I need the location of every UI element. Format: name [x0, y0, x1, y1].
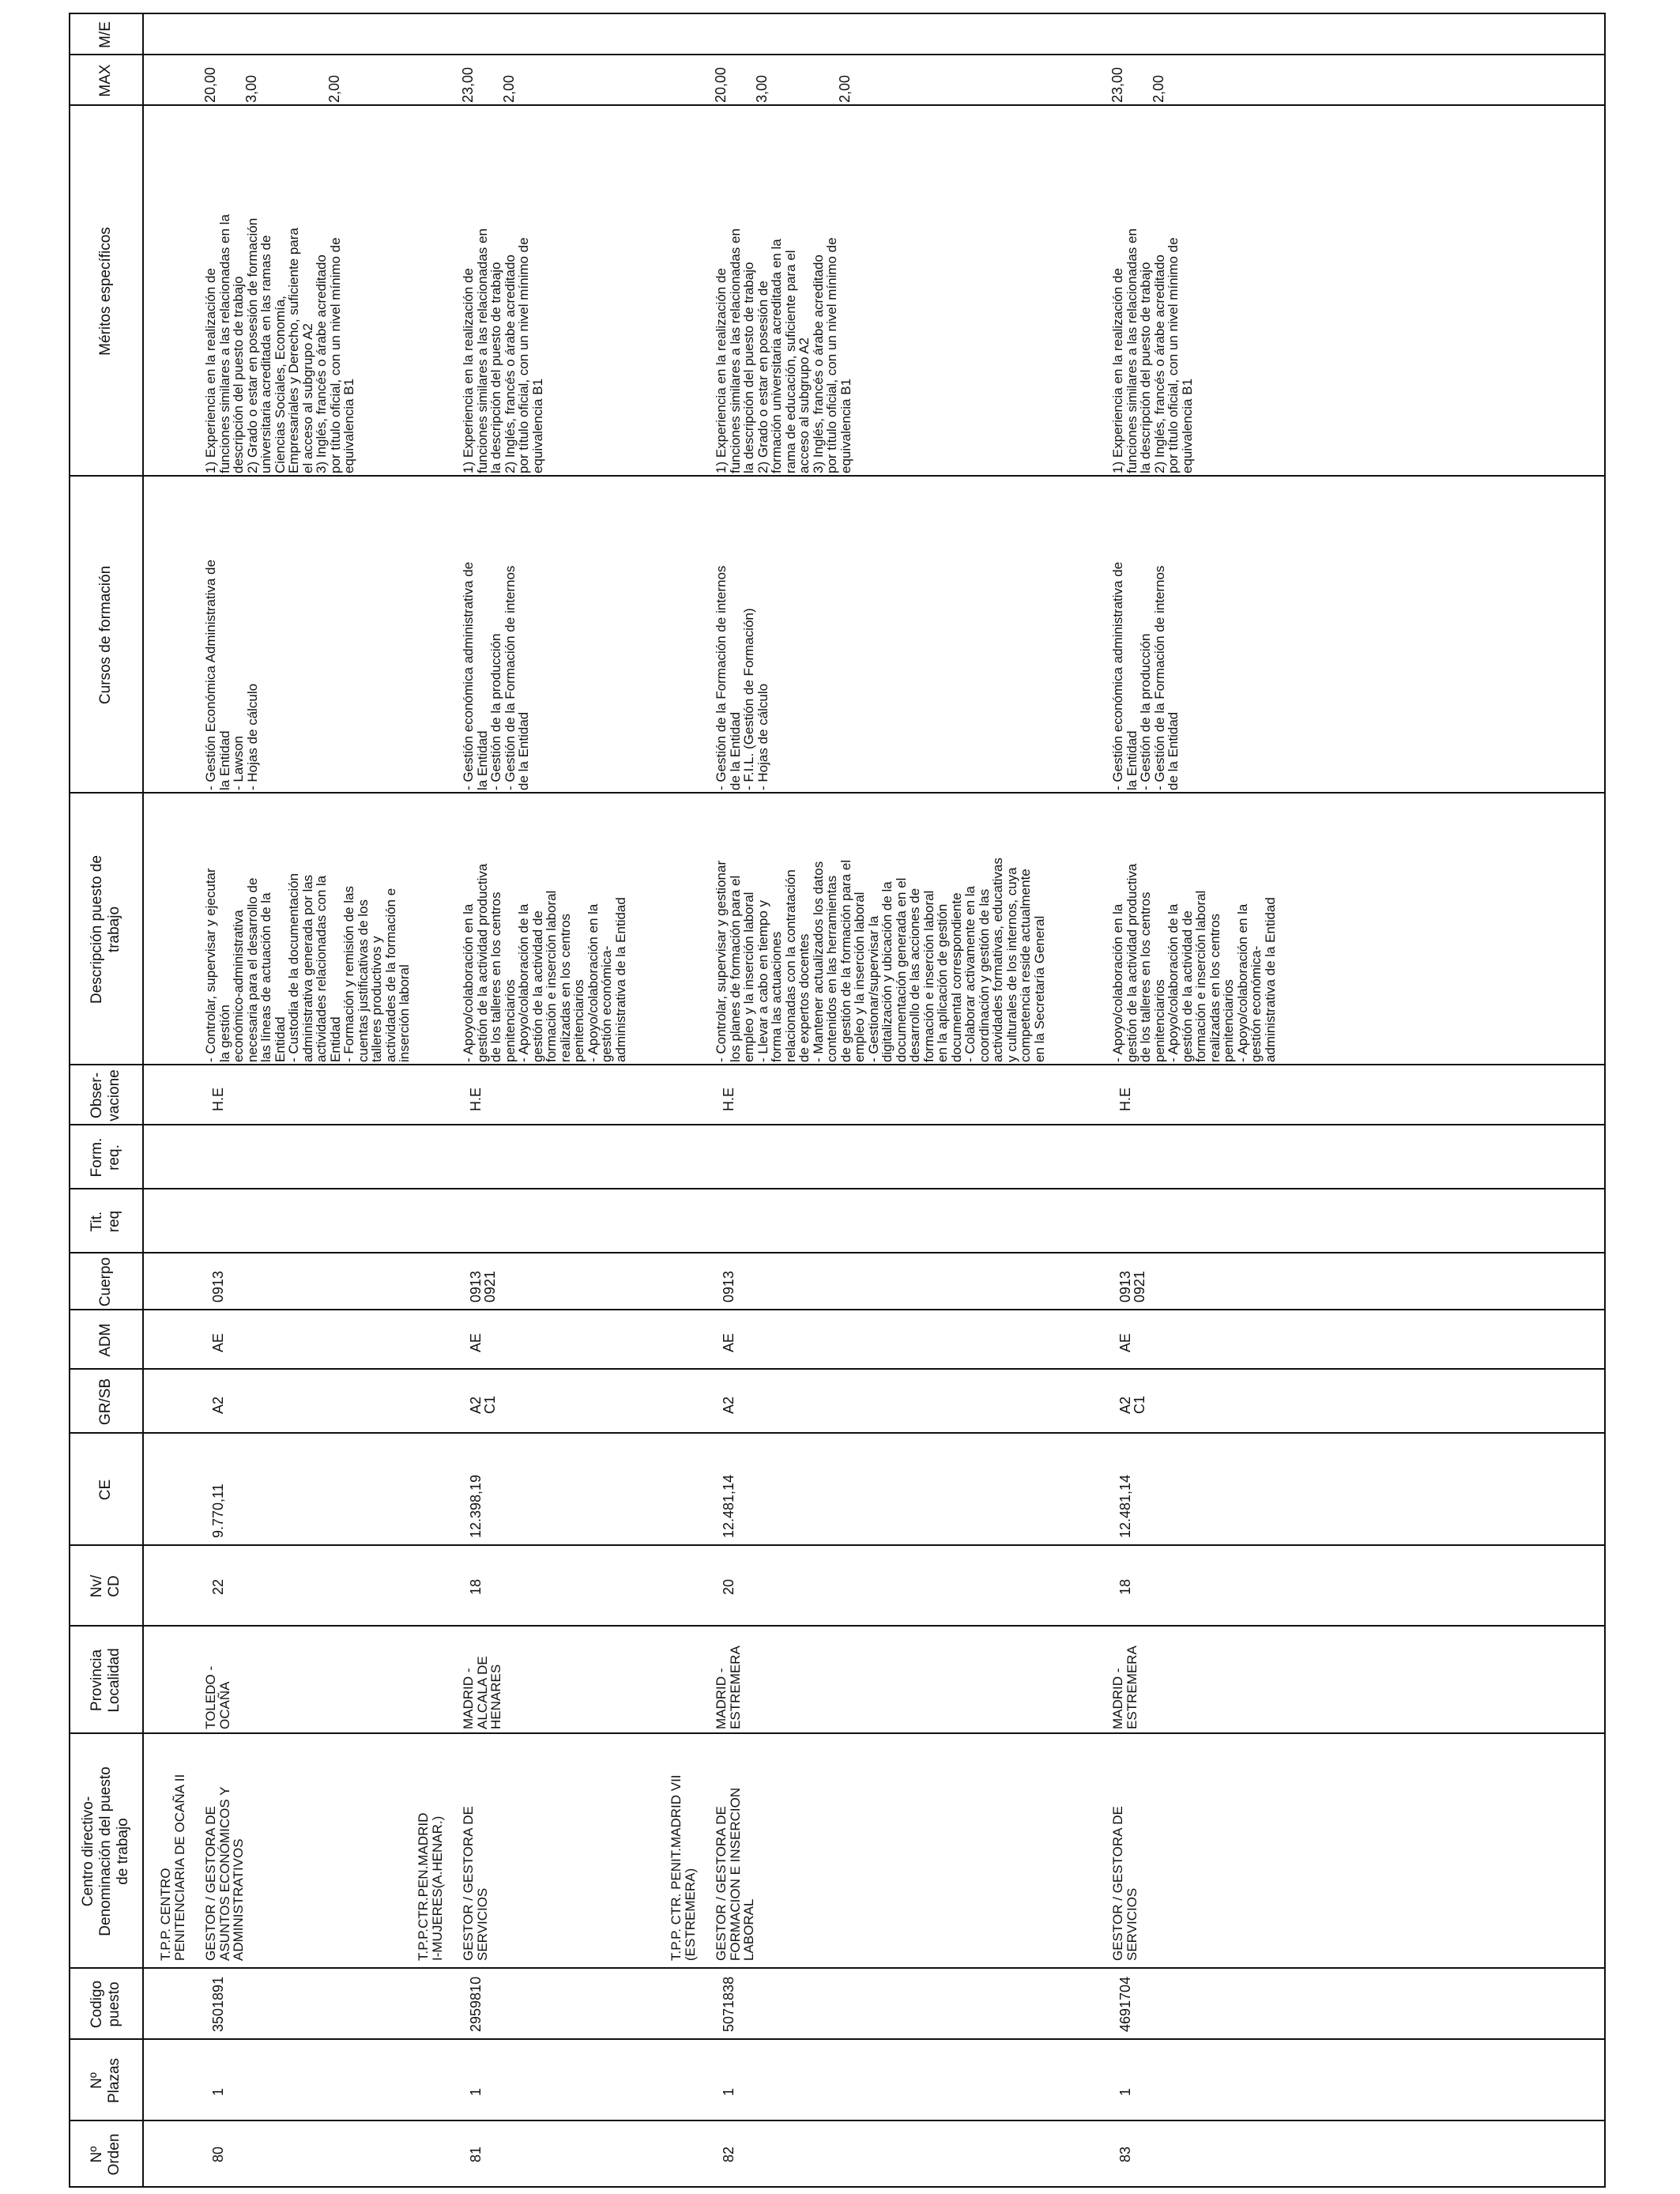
- row-81-descripcion: - Apoyo/colaboración en la gestión de la actividad productiva de los talleres en los centros penitenciarios - Apoyo/colaboración de la gestión de la actividad de formación e inserción laboral realizadas en los centros penitenciarios - Apoyo/colaboración en la gestión económica- administrativa de la Entidad: [461, 863, 628, 1062]
- row-83-cursos: - Gestión económica administrativa de la Entidad - Gestión de la producción - Gestión de la Formación de internos de la Entidad: [1110, 561, 1181, 790]
- row-82-meritos: 1) Experiencia en la realización de funciones similares a las relacionadas en la descripción del puesto de trabajo 2) Grado o estar en posesión de formación universitaria acreditada en la rama de educación, suficiente para el acceso al subgrupo A2 3) Inglés, francés o árabe acreditado por título oficial, con un nivel mínimo de equivalencia B1: [714, 228, 853, 473]
- header-ce: CE: [96, 1479, 114, 1501]
- column-divider: [69, 104, 1606, 106]
- row-80-max-1: 3,00: [243, 74, 259, 103]
- header-descripcion: Descripción puesto de trabajo: [88, 855, 122, 1004]
- header-provincia: Provincia Localidad: [88, 1648, 122, 1713]
- row-82-obs: H.E: [721, 1087, 736, 1111]
- row-82-max-2: 2,00: [837, 74, 853, 103]
- header-adm: ADM: [96, 1323, 114, 1357]
- column-divider: [69, 1064, 1606, 1065]
- row-83-obs: H.E: [1117, 1087, 1133, 1111]
- row-81-cuerpo: 0913 0921: [468, 1270, 498, 1302]
- row-83-descripcion: - Apoyo/colaboración en la gestión de la actividad productiva de los talleres en los centros penitenciarios - Apoyo/colaboración de la gestión de la actividad de formación e inserción laboral realizadas en los centros penitenciarios - Apoyo/colaboración en la gestión económica- administrativa de la Entidad: [1110, 863, 1278, 1062]
- header-orden: Nº Orden: [88, 2133, 122, 2176]
- header-max: MAX: [96, 64, 114, 97]
- row-83-adm: AE: [1117, 1333, 1133, 1352]
- column-divider: [69, 1309, 1606, 1310]
- row-83-ce: 12.481,14: [1117, 1474, 1133, 1538]
- row-81-adm: AE: [468, 1333, 484, 1352]
- row-80-provincia: TOLEDO - OCAÑA: [203, 1666, 232, 1729]
- row-82-orden: 82: [721, 2146, 736, 2162]
- row-82-ce: 12.481,14: [721, 1474, 736, 1538]
- row-81-plazas: 1: [468, 2087, 484, 2096]
- header-codigo: Codigo puesto: [88, 1980, 122, 2029]
- row-81-centro-header: T.P.P.CTR.PEN.MADRID I-MUJERES(A.HENAR.): [416, 1812, 445, 1961]
- row-81-provincia: MADRID - ALCALA DE HENARES: [461, 1656, 503, 1729]
- header-cursos: Cursos de formación: [96, 565, 114, 705]
- column-divider: [69, 2120, 1606, 2121]
- row-83-grupo: A2 C1: [1117, 1395, 1147, 1414]
- row-83-puesto: GESTOR / GESTORA DE SERVICIOS: [1110, 1806, 1139, 1961]
- row-81-grupo: A2 C1: [468, 1395, 498, 1414]
- header-grupo: GR/SB: [96, 1378, 114, 1426]
- header-plazas: Nº Plazas: [88, 2057, 122, 2104]
- row-83-orden: 83: [1117, 2146, 1133, 2162]
- row-83-meritos: 1) Experiencia en la realización de funciones similares a las relacionadas en la descripción del puesto de trabajo 2) Inglés, francés o árabe acreditado por título oficial, con un nivel mínimo de equivalencia B1: [1110, 228, 1195, 473]
- column-divider: [69, 1732, 1606, 1734]
- row-83-plazas: 1: [1117, 2087, 1133, 2096]
- row-82-cuerpo: 0913: [721, 1270, 736, 1302]
- header-form: Form. req.: [88, 1137, 122, 1178]
- row-82-grupo: A2: [721, 1396, 736, 1414]
- column-divider: [69, 1124, 1606, 1125]
- row-82-max-1: 3,00: [754, 74, 770, 103]
- row-80-codigo: 3501891: [210, 1976, 226, 2032]
- row-81-codigo: 2959810: [468, 1976, 484, 2032]
- header-centro: Centro directivo- Denominación del puesto de trabajo: [79, 1766, 131, 1936]
- row-82-adm: AE: [721, 1333, 736, 1352]
- row-83-provincia: MADRID - ESTREMERA: [1110, 1646, 1139, 1729]
- row-82-puesto: GESTOR / GESTORA DE FORMACION E INSERCION LABORAL: [714, 1787, 756, 1961]
- row-83-cuerpo: 0913 0921: [1117, 1270, 1147, 1302]
- row-80-obs: H.E: [210, 1087, 226, 1111]
- row-82-plazas: 1: [721, 2087, 736, 2096]
- row-82-max-0: 20,00: [713, 66, 729, 103]
- row-81-nivel: 18: [468, 1578, 484, 1595]
- row-80-adm: AE: [210, 1333, 226, 1352]
- column-divider: [69, 1544, 1606, 1546]
- column-divider: [69, 1625, 1606, 1627]
- header-cuerpo: Cuerpo: [96, 1257, 114, 1307]
- row-80-max-2: 2,00: [326, 74, 342, 103]
- column-divider: [69, 1188, 1606, 1189]
- header-tit: Tit. req: [88, 1210, 122, 1233]
- header-divider: [142, 14, 144, 2188]
- row-80-meritos: 1) Experiencia en la realización de funciones similares a las relacionadas en la descripción del puesto de trabajo 2) Grado o estar en posesión de formación universitaria acreditada en las ramas de Ciencias Sociales, Economía, Empresariales y Derecho, suficiente para el acceso al subgrupo A2 3) Inglés, francés o árabe acreditado por título oficial, con un nivel mínimo de equivalencia B1: [203, 214, 356, 473]
- row-81-orden: 81: [468, 2146, 484, 2162]
- row-81-meritos: 1) Experiencia en la realización de funciones similares a las relacionadas en la descripción del puesto de trabajo 2) Inglés, francés o árabe acreditado por título oficial, con un nivel mínimo de equivalencia B1: [461, 228, 545, 473]
- header-obs: Obser- vacione: [88, 1069, 122, 1122]
- row-80-grupo: A2: [210, 1396, 226, 1414]
- header-meritos: Méritos específicos: [96, 227, 114, 356]
- header-nivel: Nv/ CD: [88, 1574, 122, 1598]
- row-80-descripcion: - Controlar, supervisar y ejecutar la gestión económico-administrativa necesaria para el desarrollo de las líneas de actuación de la Entidad - Custodia de la documentación administrativa generada por las actividades relacionadas con la Entidad - Formación y remisión de las cuentas justificativas de los talleres productivos y actividades de la formación e inserción laboral: [203, 868, 412, 1062]
- row-82-centro-header: T.P.P. CTR. PENIT.MADRID VII (ESTREMERA): [669, 1774, 698, 1961]
- row-81-max-0: 23,00: [460, 66, 476, 103]
- column-divider: [69, 475, 1606, 477]
- table-border-bottom: [1604, 14, 1606, 2188]
- row-82-cursos: - Gestión de la Formación de internos de la Entidad - F.I.L. (Gestión de Formación) - Hojas de cálculo: [714, 565, 770, 790]
- column-divider: [69, 1967, 1606, 1969]
- column-divider: [69, 54, 1606, 55]
- row-81-puesto: GESTOR / GESTORA DE SERVICIOS: [461, 1806, 490, 1961]
- row-80-cuerpo: 0913: [210, 1270, 226, 1302]
- header-me: M/E: [96, 21, 114, 48]
- column-divider: [69, 2038, 1606, 2040]
- row-82-descripcion: - Controlar, supervisar y gestionar los planes de formación para el empleo y la inserción laboral - Llevar a cabo en tiempo y forma las actuaciones relacionadas con la contratación de expertos docentes - Mantener actualizados los datos contenidos en las herramientas de gestión de la formación para el empleo y la inserción laboral - Gestionar/supervisar la digitalización y ubicación de la documentación generada en el desarrollo de las acciones de formación e inserción laboral en la aplicación de gestión documental correspondiente - Colaborar activamente en la coordinación y gestión de las actividades formativas, educativas y culturales de los internos, cuya competencia reside actualmente en la Secretaría General: [714, 858, 1047, 1062]
- row-82-nivel: 20: [721, 1578, 736, 1595]
- row-81-max-1: 2,00: [501, 74, 517, 103]
- row-82-codigo: 5071838: [721, 1976, 736, 2032]
- row-80-plazas: 1: [210, 2087, 226, 2096]
- column-divider: [69, 1252, 1606, 1253]
- row-81-ce: 12.398,19: [468, 1474, 484, 1538]
- row-80-ce: 9.770,11: [210, 1483, 226, 1538]
- column-divider: [69, 1432, 1606, 1434]
- row-80-max-0: 20,00: [202, 66, 218, 103]
- row-82-provincia: MADRID - ESTREMERA: [714, 1646, 743, 1729]
- row-80-cursos: - Gestión Económica Administrativa de la Entidad - Lawson - Hojas de cálculo: [203, 560, 260, 790]
- row-80-centro-header: T.P.P. CENTRO PENITENCIARIA DE OCAÑA II: [158, 1774, 187, 1961]
- column-divider: [69, 2186, 1606, 2188]
- row-83-max-0: 23,00: [1109, 66, 1125, 103]
- row-83-nivel: 18: [1117, 1578, 1133, 1595]
- row-80-nivel: 22: [210, 1578, 226, 1595]
- row-80-puesto: GESTOR / GESTORA DE ASUNTOS ECONÓMICOS Y ADMINISTRATIVOS: [203, 1786, 246, 1961]
- column-divider: [69, 1368, 1606, 1370]
- column-divider: [69, 13, 1606, 14]
- row-81-obs: H.E: [468, 1087, 484, 1111]
- row-80-orden: 80: [210, 2146, 226, 2162]
- row-83-max-1: 2,00: [1151, 74, 1166, 103]
- row-81-cursos: - Gestión económica administrativa de la Entidad - Gestión de la producción - Gestión de la Formación de internos de la Entidad: [461, 561, 531, 790]
- row-83-codigo: 4691704: [1117, 1976, 1133, 2032]
